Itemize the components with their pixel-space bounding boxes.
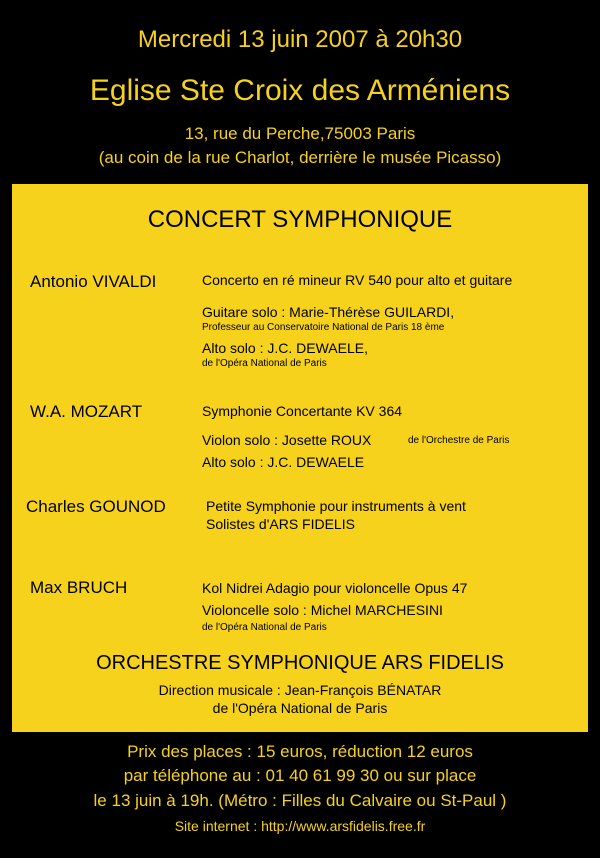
composer-vivaldi: Antonio VIVALDI xyxy=(30,272,157,291)
ticket-price: Prix des places : 15 euros, réduction 12 euros xyxy=(127,742,473,761)
venue-address: 13, rue du Perche,75003 Paris xyxy=(184,124,416,143)
concert-date: Mercredi 13 juin 2007 à 20h30 xyxy=(137,26,463,53)
musical-direction: Direction musicale : Jean-François BÉNATAR xyxy=(158,682,442,698)
soloist-vivaldi-guitar-affiliation: Professeur au Conservatoire National de Paris 18 ème xyxy=(202,322,445,333)
soloist-mozart-alto: Alto solo : J.C. DEWAELE xyxy=(202,454,365,470)
booking-phone: par téléphone au : 01 40 61 99 30 ou sur place xyxy=(123,766,477,785)
soloists-gounod: Solistes d'ARS FIDELIS xyxy=(206,516,355,532)
onsite-metro-info: le 13 juin à 19h. (Métro : Filles du Calvaire ou St-Paul ) xyxy=(93,791,507,810)
program-panel xyxy=(12,184,588,732)
soloist-vivaldi-guitar: Guitare solo : Marie-Thérèse GUILARDI, xyxy=(202,304,455,320)
work-gounod: Petite Symphonie pour instruments à vent xyxy=(206,498,466,514)
concert-title: CONCERT SYMPHONIQUE xyxy=(147,206,453,233)
soloist-mozart-violin-affiliation: de l'Orchestre de Paris xyxy=(408,435,510,446)
composer-bruch: Max BRUCH xyxy=(30,578,128,597)
musical-direction-affiliation: de l'Opéra National de Paris xyxy=(212,700,388,716)
soloist-mozart-violin: Violon solo : Josette ROUX xyxy=(202,432,372,448)
website-link[interactable]: Site internet : http://www.arsfidelis.free.fr xyxy=(174,818,426,834)
work-vivaldi: Concerto en ré mineur RV 540 pour alto et guitare xyxy=(202,272,513,288)
soloist-vivaldi-alto: Alto solo : J.C. DEWAELE, xyxy=(202,340,368,356)
venue-address-note: (au coin de la rue Charlot, derrière le musée Picasso) xyxy=(98,148,502,167)
orchestra-name: ORCHESTRE SYMPHONIQUE ARS FIDELIS xyxy=(96,652,504,674)
work-bruch: Kol Nidrei Adagio pour violoncelle Opus 47 xyxy=(202,580,468,596)
soloist-bruch-cello: Violoncelle solo : Michel MARCHESINI xyxy=(202,602,443,618)
composer-gounod: Charles GOUNOD xyxy=(26,497,166,516)
soloist-bruch-cello-affiliation: de l'Opéra National de Paris xyxy=(202,622,327,633)
soloist-vivaldi-alto-affiliation: de l'Opéra National de Paris xyxy=(202,358,327,369)
composer-mozart: W.A. MOZART xyxy=(30,402,143,421)
work-mozart: Symphonie Concertante KV 364 xyxy=(202,403,403,419)
venue-name: Eglise Ste Croix des Arméniens xyxy=(89,74,511,107)
